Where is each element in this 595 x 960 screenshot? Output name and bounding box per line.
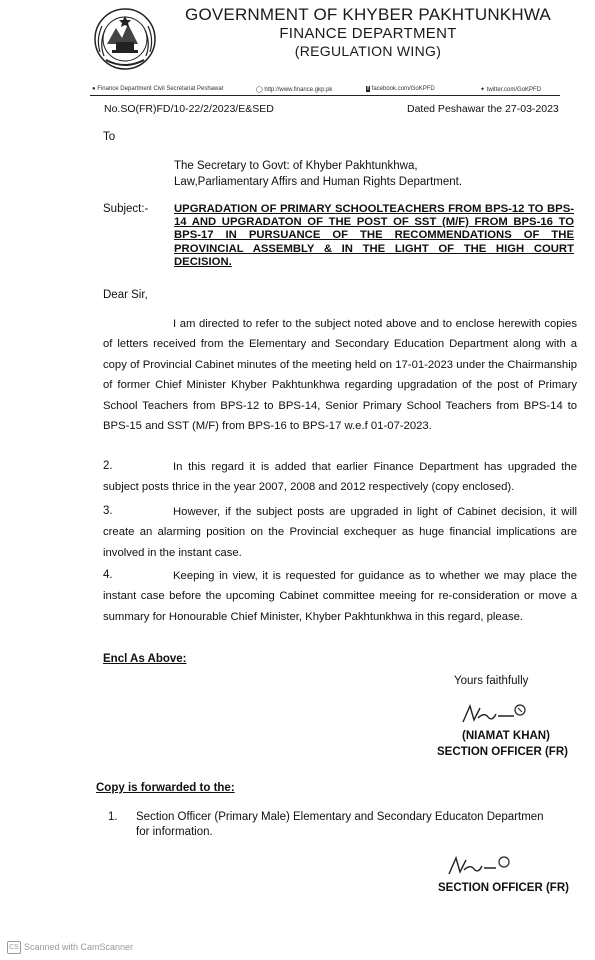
salutation: Dear Sir, [103,289,148,301]
reference-number: No.SO(FR)FD/10-22/2/2023/E&SED [104,103,274,115]
camscanner-logo-icon: CS [7,941,21,954]
signatory-designation: SECTION OFFICER (FR) [437,746,568,758]
twitter-item[interactable] [480,86,541,93]
subject-text: UPGRADATION OF PRIMARY SCHOOLTEACHERS FROM BPS-12 TO BPS-14 AND UPGRADATON OF THE POST OF SST (M/F) FROM BPS-16 TO BPS-17 IN PURSUANCE OF THE RECOMMENDATIONS OF THE PROVINCIAL ASSEMBLY & IN THE LIGHT OF THE HIGH COURT DECISION. [174,203,574,268]
copy-signatory-designation: SECTION OFFICER (FR) [438,882,569,894]
copy-item-number: 1. [108,811,118,823]
department-title: FINANCE DEPARTMENT [279,25,457,42]
kp-government-logo [92,6,158,72]
twitter-icon: ✦ [480,87,486,93]
camscanner-watermark [7,941,133,954]
copy-item-line-2: for information. [136,826,213,838]
address-text: Finance Department Civil Secretariat Peshawar [97,86,224,92]
copy-forwarded-heading: Copy is forwarded to the: [96,782,235,794]
paragraph-4-number: 4. [103,569,113,581]
enclosure-note: Encl As Above: [103,653,187,665]
facebook-link[interactable]: facebook.com/GoKPFD [371,86,435,92]
handwritten-signature-copy [446,852,516,880]
government-title: GOVERNMENT OF KHYBER PAKHTUNKHWA [185,5,551,24]
addressee-line-2: Law,Parliamentary Affirs and Human Rights Department. [174,176,463,188]
copy-item-line-1: Section Officer (Primary Male) Elementary and Secondary Educaton Departmen [136,811,544,823]
paragraph-2-number: 2. [103,460,113,472]
location-pin-icon: ● [92,86,96,92]
address-item [92,86,224,92]
paragraph-2: In this regard it is added that earlier Finance Department has upgraded the subject posts thrice in the year 2007, 2008 and 2012 respectively (copy enclosed). [103,461,577,494]
addressee-line-1: The Secretary to Govt: of Khyber Pakhtunkhwa, [174,160,418,172]
facebook-icon: f [367,86,369,92]
twitter-link[interactable]: twitter.com/GoKPFD [486,87,542,93]
website-link[interactable]: http://www.finance.gkp.pk [264,87,333,93]
signatory-name: (NIAMAT KHAN) [462,730,550,742]
globe-icon: ◯ [256,87,263,93]
header-divider [90,95,560,96]
website-item[interactable] [256,86,332,93]
handwritten-signature [460,700,530,728]
paragraph-3-number: 3. [103,505,113,517]
letter-date: Dated Peshawar the 27-03-2023 [407,103,559,115]
camscanner-text: Scanned with CamScanner [24,941,134,952]
paragraph-1: I am directed to refer to the subject noted above and to enclose herewith copies of letters received from the Elementary and Secondary Education Department along with a copy of Provincial Cabinet minutes of the meeting held on 17-01-2023 under the Chairmanship of former Chief Minister Khyber Pakhtunkhwa regarding upgradation of the post of Primary School Teachers from BPS-12 to BPS-14, Senior Primary School Teachers from BPS-14 to BPS-15 and SST (M/F) from BPS-16 to BPS-17 w.e.f 01-07-2023. [103,318,577,433]
to-label: To [103,131,116,143]
paragraph-3: However, if the subject posts are upgraded in light of Cabinet decision, it will create an alarming position on the Provincial exchequer as huge financial implications are involved in the instant case. [103,506,577,559]
facebook-item[interactable] [366,86,435,92]
wing-title: (REGULATION WING) [294,43,442,59]
paragraph-4: Keeping in view, it is requested for guidance as to whether we may place the instant case before the upcoming Cabinet committee meeing for re-consideration or move a summary for Honourable Chief Minister, Khyber Pakhtunkhwa in this regard, please. [103,570,577,623]
closing-yours-faithfully: Yours faithfully [454,675,529,687]
subject-label: Subject:- [103,203,149,215]
